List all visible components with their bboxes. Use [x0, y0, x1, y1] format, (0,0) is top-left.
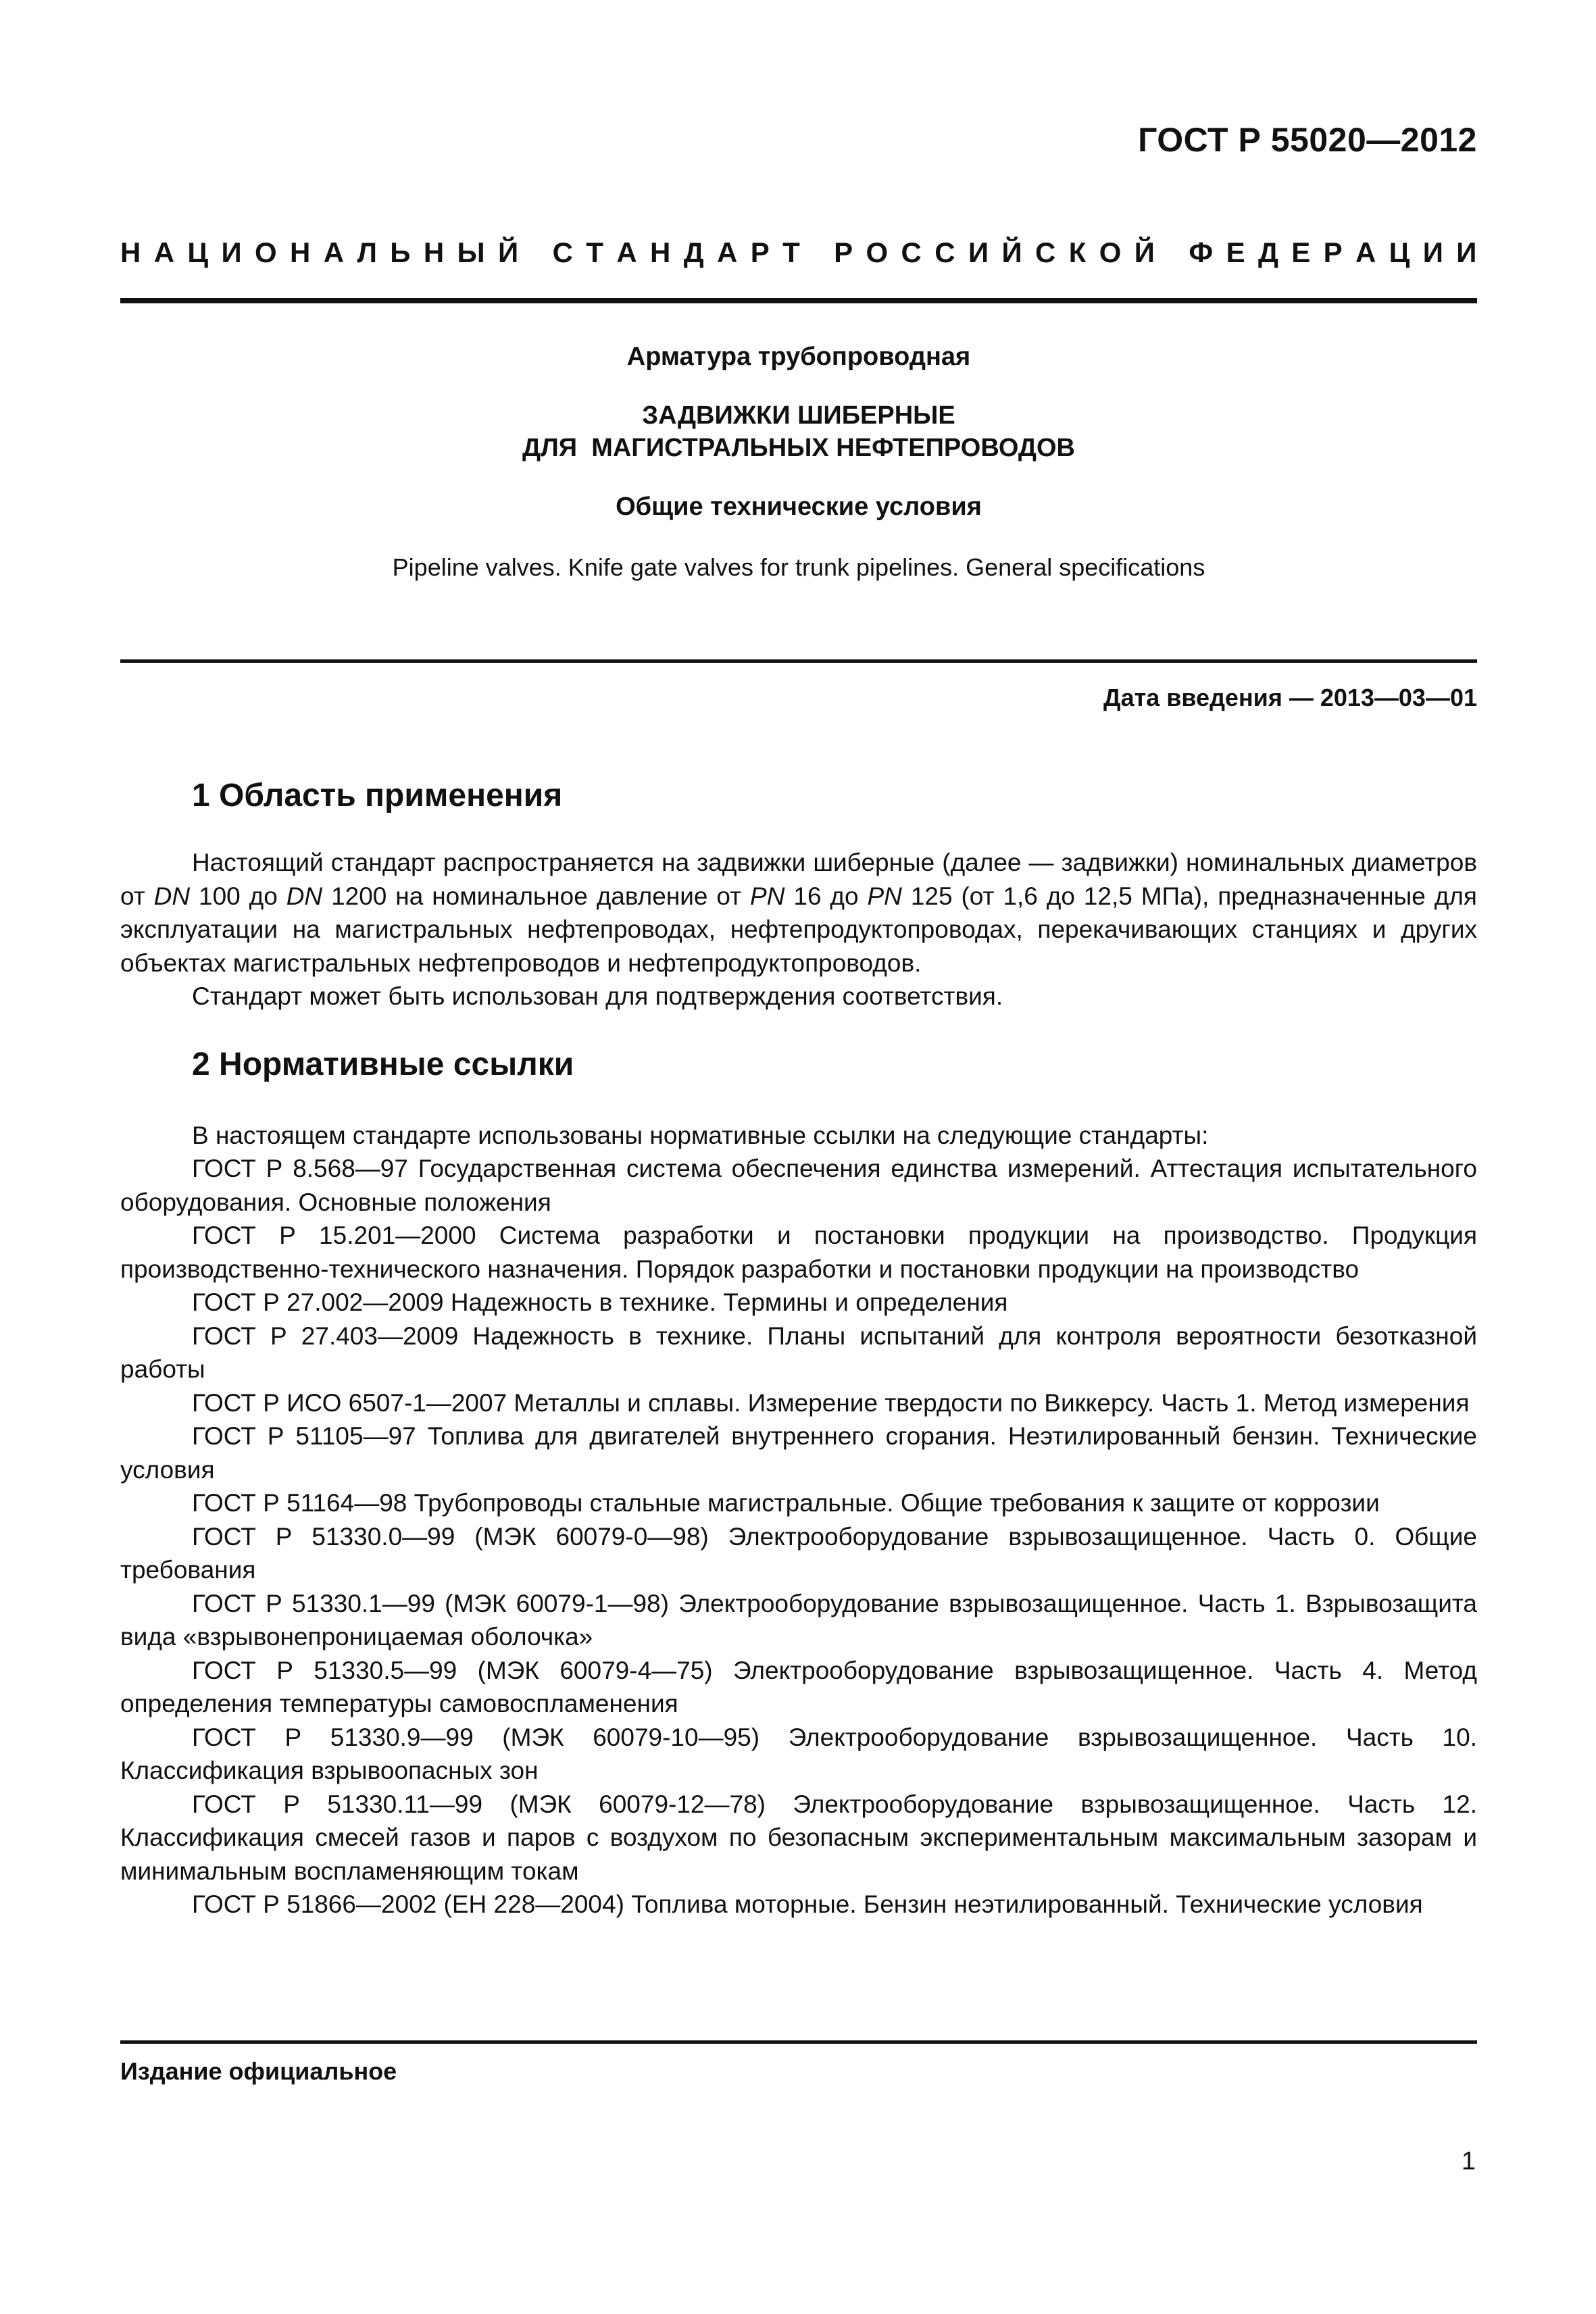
title-spec: Общие технические условия	[616, 493, 982, 521]
banner-letter: А	[616, 236, 637, 268]
banner-letter: С	[934, 236, 955, 268]
banner-letter: А	[717, 236, 738, 268]
reference-item: ГОСТ Р 51330.0—99 (МЭК 60079-0—98) Электрооборудование взрывозащищенное. Часть 0. Общие требования	[120, 1522, 1477, 1584]
title-block	[120, 341, 1477, 583]
banner-letter: Й	[498, 236, 519, 268]
banner-letter: Й	[1001, 236, 1022, 268]
header-rule	[120, 298, 1477, 303]
banner-letter: Н	[290, 236, 311, 268]
banner-letter: С	[901, 236, 922, 268]
title-rule	[120, 659, 1477, 663]
section1-p1-text-a: Настоящий стандарт распространяется на задвижки шиберные (далее — задвижки) номинальных диаметров от	[120, 849, 1477, 910]
banner-letter: С	[1035, 236, 1056, 268]
section1-heading: 1 Область применения	[192, 778, 563, 813]
reference-item: ГОСТ Р 27.403—2009 Надежность в технике. Планы испытаний для контроля вероятности безотказной работы	[120, 1322, 1477, 1383]
section1-p1-text-c: 1200 на номинальное давление от	[322, 882, 751, 910]
section2-heading: 2 Нормативные ссылки	[192, 1046, 574, 1082]
banner-letter: К	[1068, 236, 1087, 268]
pn-symbol: PN	[750, 882, 785, 910]
section1-paragraph1	[120, 846, 1477, 980]
banner-letter: О	[255, 236, 277, 268]
page-number: 1	[1461, 2147, 1476, 2175]
title-main-line1: ЗАДВИЖКИ ШИБЕРНЫЕ	[642, 401, 955, 430]
banner-letter: Д	[683, 236, 704, 268]
banner-letter: Е	[1291, 236, 1311, 268]
banner-letter: Н	[650, 236, 671, 268]
banner-letter: Ы	[457, 236, 485, 268]
section1-p1-text-b: 100 до	[190, 882, 286, 910]
banner-letter: Н	[423, 236, 445, 268]
title-english: Pipeline valves. Knife gate valves for trunk pipelines. General specifications	[392, 553, 1205, 581]
section2-intro: В настоящем стандарте использованы нормативные ссылки на следующие стандарты:	[192, 1121, 1209, 1149]
banner-letter: И	[968, 236, 989, 268]
banner-letter: Ь	[390, 236, 411, 268]
reference-item: ГОСТ Р 51330.11—99 (МЭК 60079-12—78) Электрооборудование взрывозащищенное. Часть 12. Классификация смесей газов и паров с воздухом по безопасным экспериментальным максимальным зазорам и минимальным воспламеняющим токам	[120, 1790, 1477, 1885]
reference-item: ГОСТ Р 15.201—2000 Система разработки и постановки продукции на производство. Продукция производственно-технического назначения. Порядок разработки и постановки продукции на производство	[120, 1222, 1477, 1283]
section1-p1-text-e: 125 (от 1,6 до 12,5 МПа), предназначенные для эксплуатации на магистральных нефтепроводах, нефтепродуктопроводах, перекачивающих станциях и других объектах магистральных нефтепроводов и нефтепродуктопроводов.	[120, 882, 1477, 977]
section1-paragraph2: Стандарт может быть использован для подтверждения соответствия.	[192, 982, 1003, 1010]
banner-letter: Л	[357, 236, 377, 268]
banner-letter: Н	[120, 236, 141, 268]
banner-letter: Ф	[1189, 236, 1214, 268]
section1-p1-text-d: 16 до	[784, 882, 868, 910]
banner-letter	[532, 236, 540, 269]
title-main	[120, 399, 1477, 464]
reference-item: ГОСТ Р 51330.1—99 (МЭК 60079-1—98) Электрооборудование взрывозащищенное. Часть 1. Взрывозащита вида «взрывонепроницаемая оболочка»	[120, 1589, 1477, 1651]
reference-item: ГОСТ Р 27.002—2009 Надежность в технике. Термины и определения	[192, 1288, 1008, 1316]
dn-symbol: DN	[286, 882, 323, 910]
banner-letter: С	[552, 236, 573, 268]
banner-letter: Р	[750, 236, 770, 268]
reference-item: ГОСТ Р ИСО 6507-1—2007 Металлы и сплавы. Измерение твердости по Виккерсу. Часть 1. Метод измерения	[192, 1388, 1470, 1417]
official-edition-label: Издание официальное	[120, 2057, 397, 2085]
pn-symbol: PN	[867, 882, 902, 910]
banner-letter: А	[323, 236, 345, 268]
reference-item: ГОСТ Р 51330.5—99 (МЭК 60079-4—75) Электрооборудование взрывозащищенное. Часть 4. Метод определения температуры самовоспламенения	[120, 1656, 1477, 1717]
document-body	[120, 776, 1477, 1921]
reference-item: ГОСТ Р 51105—97 Топлива для двигателей внутреннего сгорания. Неэтилированный бензин. Технические условия	[120, 1422, 1477, 1484]
title-subtitle: Арматура трубопроводная	[626, 343, 971, 371]
banner-letter: Й	[1134, 236, 1155, 268]
banner-letter: Т	[586, 236, 603, 268]
introduction-date: Дата введения — 2013—03—01	[1103, 684, 1477, 711]
footer-rule	[120, 2040, 1477, 2044]
banner-letter: Т	[782, 236, 800, 268]
banner-letter	[813, 236, 821, 269]
banner-letter: А	[153, 236, 175, 268]
banner-letter: Ц	[1389, 236, 1410, 268]
banner-letter: Е	[1226, 236, 1245, 268]
banner-letter: А	[1355, 236, 1376, 268]
banner-letter: И	[1456, 236, 1477, 268]
dn-symbol: DN	[153, 882, 191, 910]
banner-letter: О	[1099, 236, 1122, 268]
reference-item: ГОСТ Р 8.568—97 Государственная система обеспечения единства измерений. Аттестация испытательного оборудования. Основные положения	[120, 1155, 1477, 1216]
banner-letter	[1168, 236, 1176, 269]
banner-letter: Д	[1257, 236, 1278, 268]
reference-item: ГОСТ Р 51164—98 Трубопроводы стальные магистральные. Общие требования к защите от коррозии	[192, 1489, 1380, 1517]
banner-letter: Ц	[187, 236, 209, 268]
banner-letter: И	[221, 236, 242, 268]
banner-letter: О	[866, 236, 889, 268]
banner-letter: И	[1422, 236, 1443, 268]
national-standard-banner	[120, 236, 1477, 269]
banner-letter: Р	[1323, 236, 1343, 268]
standard-code: ГОСТ Р 55020—2012	[1138, 121, 1477, 159]
reference-item: ГОСТ Р 51330.9—99 (МЭК 60079-10—95) Электрооборудование взрывозащищенное. Часть 10. Классификация взрывоопасных зон	[120, 1723, 1477, 1784]
reference-item: ГОСТ Р 51866—2002 (ЕН 228—2004) Топлива моторные. Бензин неэтилированный. Технические условия	[192, 1890, 1423, 1918]
title-main-line2: ДЛЯ МАГИСТРАЛЬНЫХ НЕФТЕПРОВОДОВ	[522, 434, 1075, 462]
banner-letter: Р	[834, 236, 853, 268]
